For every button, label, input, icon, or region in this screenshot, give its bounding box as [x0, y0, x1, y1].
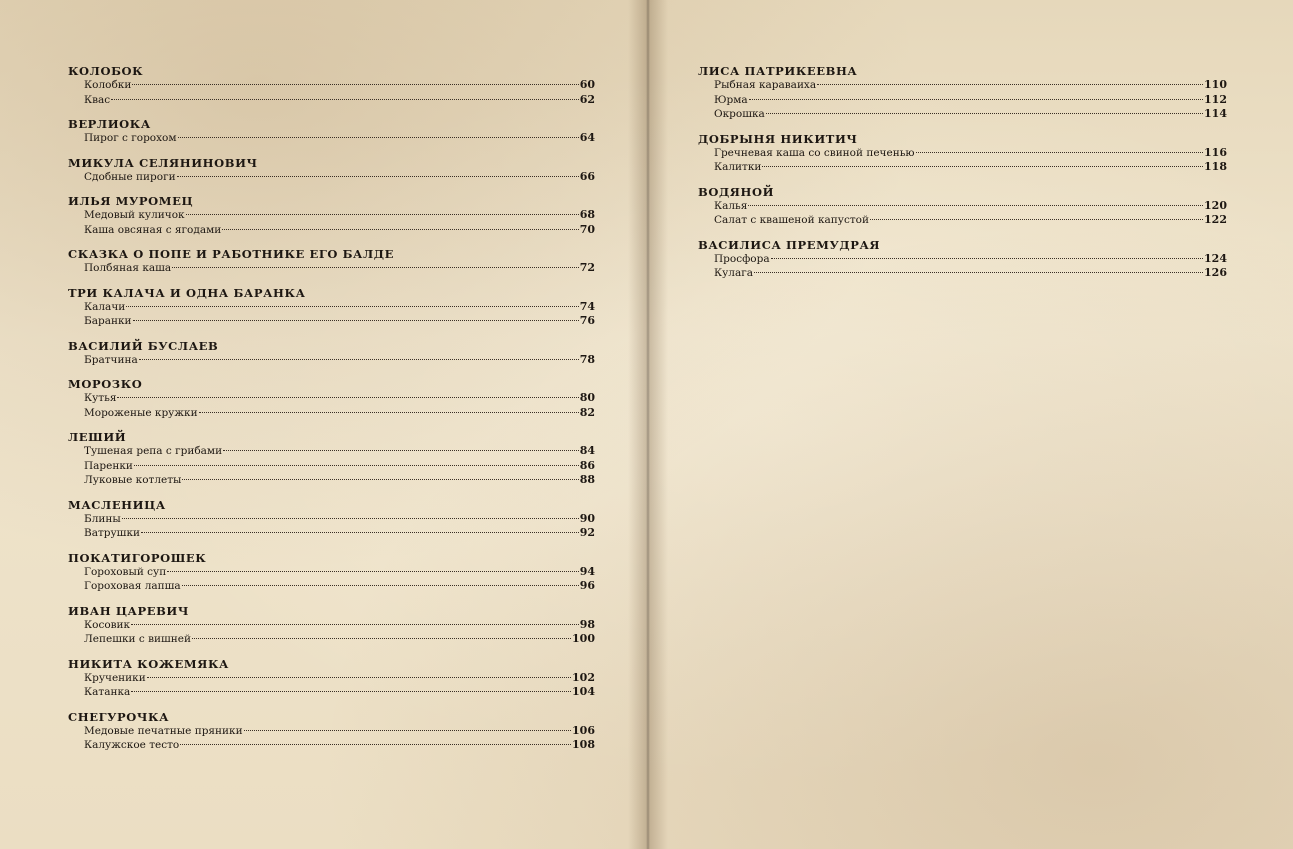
- dot-leader: [134, 465, 579, 466]
- dot-leader: [766, 113, 1203, 114]
- entry-name: Рыбная караваиха: [714, 79, 817, 91]
- toc-entry[interactable]: [68, 223, 595, 238]
- dot-leader: [754, 272, 1203, 273]
- toc-section: [68, 710, 595, 753]
- entry-name: Катанка: [84, 686, 131, 698]
- toc-entry[interactable]: [698, 146, 1227, 161]
- dot-leader: [178, 137, 579, 138]
- toc-entry[interactable]: [68, 579, 595, 594]
- dot-leader: [172, 267, 579, 268]
- section-title: СКАЗКА О ПОПЕ И РАБОТНИКЕ ЕГО БАЛДЕ: [68, 247, 394, 261]
- entry-name: Каша овсяная с ягодами: [84, 223, 222, 236]
- entry-name: Окрошка: [714, 108, 765, 120]
- toc-entry[interactable]: [698, 160, 1227, 175]
- entry-page-number: 98: [579, 617, 595, 631]
- entry-page-number: 78: [579, 352, 595, 366]
- entry-page-number: 70: [579, 222, 595, 236]
- entry-name: Гречневая каша со свиной печенью: [714, 146, 915, 159]
- dot-leader: [222, 229, 578, 230]
- entry-name: Косовик: [84, 618, 131, 631]
- toc-entry[interactable]: [68, 314, 595, 329]
- dot-leader: [147, 677, 571, 678]
- toc-entry[interactable]: [698, 107, 1227, 122]
- dot-leader: [192, 638, 571, 639]
- section-title: НИКИТА КОЖЕМЯКА: [68, 656, 230, 671]
- entry-name: Квас: [84, 93, 111, 106]
- entry-page-number: 66: [579, 169, 595, 183]
- entry-name: Баранки: [84, 315, 132, 327]
- toc-entry[interactable]: [68, 738, 595, 753]
- toc-entry[interactable]: [68, 512, 595, 527]
- toc-left-list: [68, 64, 595, 753]
- entry-name: Пирог с горохом: [84, 132, 177, 144]
- toc-section: [68, 64, 595, 107]
- dot-leader: [244, 730, 571, 731]
- entry-page-number: 126: [1204, 266, 1227, 279]
- entry-page-number: 122: [1204, 213, 1227, 226]
- toc-section: [68, 247, 595, 276]
- entry-name: Просфора: [714, 252, 770, 265]
- toc-entry[interactable]: [68, 444, 595, 459]
- toc-section: [68, 286, 595, 329]
- dot-leader: [126, 306, 578, 307]
- toc-entry[interactable]: [68, 685, 595, 700]
- entry-page-number: 68: [579, 208, 595, 221]
- entry-name: Ватрушки: [84, 527, 141, 539]
- section-title: ВАСИЛИСА ПРЕМУДРАЯ: [698, 237, 881, 252]
- entry-name: Мороженые кружки: [84, 406, 198, 419]
- dot-leader: [131, 624, 579, 625]
- toc-entry[interactable]: [698, 78, 1227, 93]
- dot-leader: [182, 585, 579, 586]
- entry-page-number: 102: [572, 670, 595, 684]
- dot-leader: [111, 99, 579, 100]
- right-page: [645, 0, 1293, 849]
- dot-leader: [167, 571, 578, 572]
- toc-entry[interactable]: [68, 261, 595, 276]
- toc-section: [68, 377, 595, 420]
- dot-leader: [199, 412, 579, 413]
- entry-name: Калачи: [84, 300, 126, 313]
- toc-entry[interactable]: [68, 78, 595, 93]
- toc-section: [68, 156, 595, 185]
- toc-section: [698, 185, 1227, 228]
- entry-name: Гороховый суп: [84, 565, 167, 578]
- entry-name: Колобки: [84, 79, 132, 91]
- entry-page-number: 112: [1204, 92, 1227, 106]
- toc-right-list: [698, 64, 1227, 281]
- dot-leader: [122, 518, 579, 519]
- entry-page-number: 120: [1204, 198, 1227, 212]
- dot-leader: [771, 258, 1203, 259]
- toc-section: [698, 132, 1227, 175]
- entry-name: Лепешки с вишней: [84, 633, 191, 645]
- dot-leader: [133, 320, 579, 321]
- entry-page-number: 118: [1204, 160, 1227, 173]
- entry-name: Салат с квашеной капустой: [714, 214, 869, 226]
- section-title: ПОКАТИГОРОШЕК: [68, 550, 207, 565]
- toc-entry[interactable]: [68, 131, 595, 146]
- entry-page-number: 100: [572, 632, 595, 645]
- entry-page-number: 110: [1204, 78, 1227, 91]
- toc-section: [68, 430, 595, 488]
- entry-page-number: 116: [1204, 145, 1227, 159]
- dot-leader: [182, 479, 578, 480]
- entry-page-number: 90: [579, 511, 595, 525]
- toc-entry[interactable]: [68, 208, 595, 223]
- toc-entry[interactable]: [68, 671, 595, 686]
- entry-name: Блины: [84, 512, 121, 525]
- toc-entry[interactable]: [68, 526, 595, 541]
- toc-entry[interactable]: [68, 618, 595, 633]
- toc-entry[interactable]: [68, 406, 595, 421]
- entry-name: Калья: [714, 199, 748, 212]
- entry-name: Кулага: [714, 267, 753, 279]
- toc-entry[interactable]: [68, 724, 595, 739]
- entry-page-number: 64: [579, 131, 595, 144]
- toc-section: [68, 657, 595, 700]
- section-title: ВОДЯНОЙ: [698, 184, 775, 199]
- toc-entry[interactable]: [68, 565, 595, 580]
- toc-entry[interactable]: [68, 170, 595, 185]
- entry-name: Калужское тесто: [84, 739, 180, 751]
- entry-name: Сдобные пироги: [84, 170, 176, 183]
- section-title: СНЕГУРОЧКА: [68, 709, 170, 724]
- entry-page-number: 124: [1204, 251, 1227, 265]
- toc-entry[interactable]: [68, 300, 595, 315]
- entry-page-number: 86: [579, 458, 595, 472]
- toc-section: [698, 64, 1227, 122]
- toc-entry[interactable]: [68, 473, 595, 488]
- entry-page-number: 104: [572, 685, 595, 698]
- entry-page-number: 96: [579, 579, 595, 592]
- dot-leader: [139, 359, 579, 360]
- entry-page-number: 108: [572, 738, 595, 751]
- section-title: ДОБРЫНЯ НИКИТИЧ: [698, 131, 858, 146]
- entry-page-number: 60: [579, 78, 595, 91]
- dot-leader: [132, 84, 578, 85]
- entry-page-number: 114: [1204, 107, 1227, 120]
- toc-section: [68, 117, 595, 146]
- toc-entry[interactable]: [68, 632, 595, 647]
- entry-name: Гороховая лапша: [84, 580, 181, 592]
- section-title: ВЕРЛИОКА: [68, 117, 151, 131]
- entry-page-number: 94: [579, 564, 595, 578]
- entry-name: Медовый куличок: [84, 209, 185, 221]
- entry-page-number: 82: [579, 405, 595, 419]
- entry-page-number: 62: [579, 92, 595, 106]
- entry-name: Кутья: [84, 392, 117, 404]
- left-page: [0, 0, 645, 849]
- toc-section: [68, 339, 595, 368]
- dot-leader: [131, 691, 571, 692]
- entry-name: Паренки: [84, 459, 133, 472]
- dot-leader: [762, 166, 1203, 167]
- section-title: МИКУЛА СЕЛЯНИНОВИЧ: [68, 155, 258, 170]
- section-title: МОРОЗКО: [68, 377, 143, 391]
- dot-leader: [186, 214, 579, 215]
- section-title: ЛЕШИЙ: [68, 430, 127, 444]
- entry-name: Калитки: [714, 161, 762, 173]
- toc-section: [698, 238, 1227, 281]
- entry-page-number: 76: [579, 314, 595, 327]
- dot-leader: [177, 176, 579, 177]
- toc-section: [68, 194, 595, 237]
- toc-section: [68, 604, 595, 647]
- entry-name: Братчина: [84, 353, 138, 366]
- section-title: ЛИСА ПАТРИКЕЕВНА: [698, 64, 858, 78]
- toc-entry[interactable]: [68, 93, 595, 108]
- section-title: ИВАН ЦАРЕВИЧ: [68, 603, 189, 618]
- entry-page-number: 106: [572, 723, 595, 737]
- entry-page-number: 80: [579, 391, 595, 404]
- entry-name: Тушеная репа с грибами: [84, 445, 223, 457]
- section-title: КОЛОБОК: [68, 64, 144, 78]
- toc-entry[interactable]: [68, 459, 595, 474]
- toc-entry[interactable]: [68, 391, 595, 406]
- toc-entry[interactable]: [698, 199, 1227, 214]
- dot-leader: [817, 84, 1203, 85]
- entry-name: Юрма: [714, 93, 748, 106]
- toc-section: [68, 498, 595, 541]
- section-title: МАСЛЕНИЦА: [68, 497, 166, 512]
- entry-page-number: 92: [579, 526, 595, 539]
- dot-leader: [870, 219, 1203, 220]
- dot-leader: [749, 99, 1203, 100]
- entry-page-number: 88: [579, 473, 595, 486]
- toc-entry[interactable]: [698, 266, 1227, 281]
- entry-name: Полбяная каша: [84, 262, 172, 274]
- entry-name: Крученики: [84, 671, 146, 684]
- toc-entry[interactable]: [698, 252, 1227, 267]
- dot-leader: [223, 450, 579, 451]
- dot-leader: [141, 532, 579, 533]
- toc-entry[interactable]: [698, 93, 1227, 108]
- entry-page-number: 72: [579, 261, 595, 274]
- dot-leader: [180, 744, 571, 745]
- section-title: ТРИ КАЛАЧА И ОДНА БАРАНКА: [68, 285, 306, 300]
- section-title: ИЛЬЯ МУРОМЕЦ: [68, 194, 194, 208]
- entry-name: Медовые печатные пряники: [84, 724, 243, 737]
- entry-page-number: 74: [579, 299, 595, 313]
- toc-entry[interactable]: [68, 353, 595, 368]
- toc-entry[interactable]: [698, 213, 1227, 228]
- dot-leader: [748, 205, 1203, 206]
- entry-name: Луковые котлеты: [84, 474, 182, 486]
- dot-leader: [916, 152, 1203, 153]
- section-title: ВАСИЛИЙ БУСЛАЕВ: [68, 338, 219, 353]
- dot-leader: [117, 397, 578, 398]
- toc-section: [68, 551, 595, 594]
- entry-page-number: 84: [579, 444, 595, 457]
